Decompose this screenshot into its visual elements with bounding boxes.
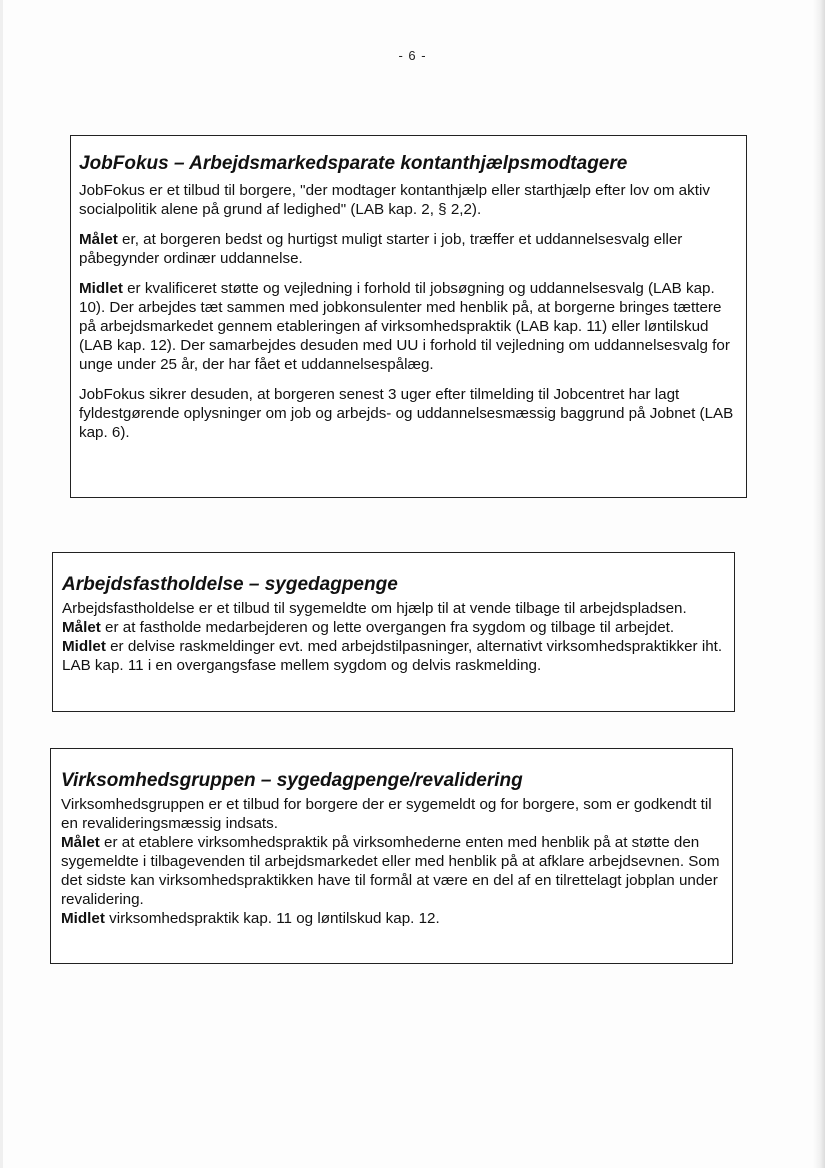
scan-edge-left — [0, 0, 3, 1168]
arbejdsfastholdelse-means — [62, 637, 726, 675]
jobfokus-means-label: Midlet — [79, 280, 123, 297]
jobfokus-box — [70, 135, 747, 498]
jobfokus-closing: JobFokus sikrer desuden, at borgeren senest 3 uger efter tilmelding til Jobcentret har lagt fyldestgørende oplysninger om job og arbejds- og uddannelsesmæssig baggrund på Jobnet (LAB kap. 6). — [79, 386, 734, 441]
virksomhedsgruppen-goal-text: er at etablere virksomhedspraktik på virksomhederne enten med henblik på at støtte den sygemeldte i tilbagevenden til arbejdsmarkedet eller med henblik på at afklare arbejdsevnen. Som det sidste kan virksomhedspraktikken have til formål at være en del af en tilrettelagt jobplan under revalidering. — [61, 834, 720, 908]
arbejdsfastholdelse-goal-text: er at fastholde medarbejderen og lette overgangen fra sygdom og tilbage til arbejdet. — [100, 619, 675, 636]
virksomhedsgruppen-intro: Virksomhedsgruppen er et tilbud for borgere der er sygemeldt og for borgere, som er godkendt til en revalideringsmæssig indsats. — [61, 796, 712, 832]
jobfokus-title: JobFokus – Arbejdsmarkedsparate kontanthjælpsmodtagere — [79, 153, 628, 174]
jobfokus-goal-label: Målet — [79, 231, 118, 248]
jobfokus-intro: JobFokus er et tilbud til borgere, "der modtager kontanthjælp eller starthjælp efter lov om aktiv socialpolitik alene på grund af ledighed" (LAB kap. 2, § 2,2). — [79, 182, 710, 218]
scan-edge-right — [813, 0, 825, 1168]
arbejdsfastholdelse-title: Arbejdsfastholdelse – sygedagpenge — [62, 574, 398, 595]
jobfokus-means — [79, 279, 738, 374]
virksomhedsgruppen-means-text: virksomhedspraktik kap. 11 og løntilskud kap. 12. — [104, 910, 440, 927]
page-number: - 6 - — [398, 48, 427, 63]
virksomhedsgruppen-goal — [61, 833, 724, 909]
arbejdsfastholdelse-means-label: Midlet — [62, 638, 106, 655]
jobfokus-goal-text: er, at borgeren bedst og hurtigst muligt starter i job, træffer et uddannelsesvalg eller påbegynder ordinær uddannelse. — [79, 231, 683, 267]
virksomhedsgruppen-goal-label: Målet — [61, 834, 100, 851]
virksomhedsgruppen-means — [61, 909, 724, 928]
virksomhedsgruppen-box — [50, 748, 733, 964]
arbejdsfastholdelse-goal — [62, 618, 726, 637]
jobfokus-means-text: er kvalificeret støtte og vejledning i forhold til jobsøgning og uddannelsesvalg (LAB kap. 10). Der arbejdes tæt sammen med jobkonsulenter med henblik på, at borgerne bringes tættere på arbejdsmarkedet gennem etableringen af virksomhedspraktik (LAB kap. 11) eller løntilskud (LAB kap. 12). Der samarbejdes desuden med UU i forhold til vejledning om uddannelsesvalg for unge under 25 år, der har fået et uddannelsespålæg. — [79, 280, 730, 373]
arbejdsfastholdelse-intro: Arbejdsfastholdelse er et tilbud til sygemeldte om hjælp til at vende tilbage til arbejdspladsen. — [62, 600, 687, 617]
virksomhedsgruppen-means-label: Midlet — [61, 910, 105, 927]
jobfokus-goal — [79, 230, 738, 268]
arbejdsfastholdelse-goal-label: Målet — [62, 619, 101, 636]
arbejdsfastholdelse-box — [52, 552, 735, 712]
arbejdsfastholdelse-means-text: er delvise raskmeldinger evt. med arbejdstilpasninger, alternativt virksomhedspraktikker iht. LAB kap. 11 i en overgangsfase mellem sygdom og delvis raskmelding. — [62, 638, 723, 674]
virksomhedsgruppen-title: Virksomhedsgruppen – sygedagpenge/revalidering — [61, 770, 523, 791]
